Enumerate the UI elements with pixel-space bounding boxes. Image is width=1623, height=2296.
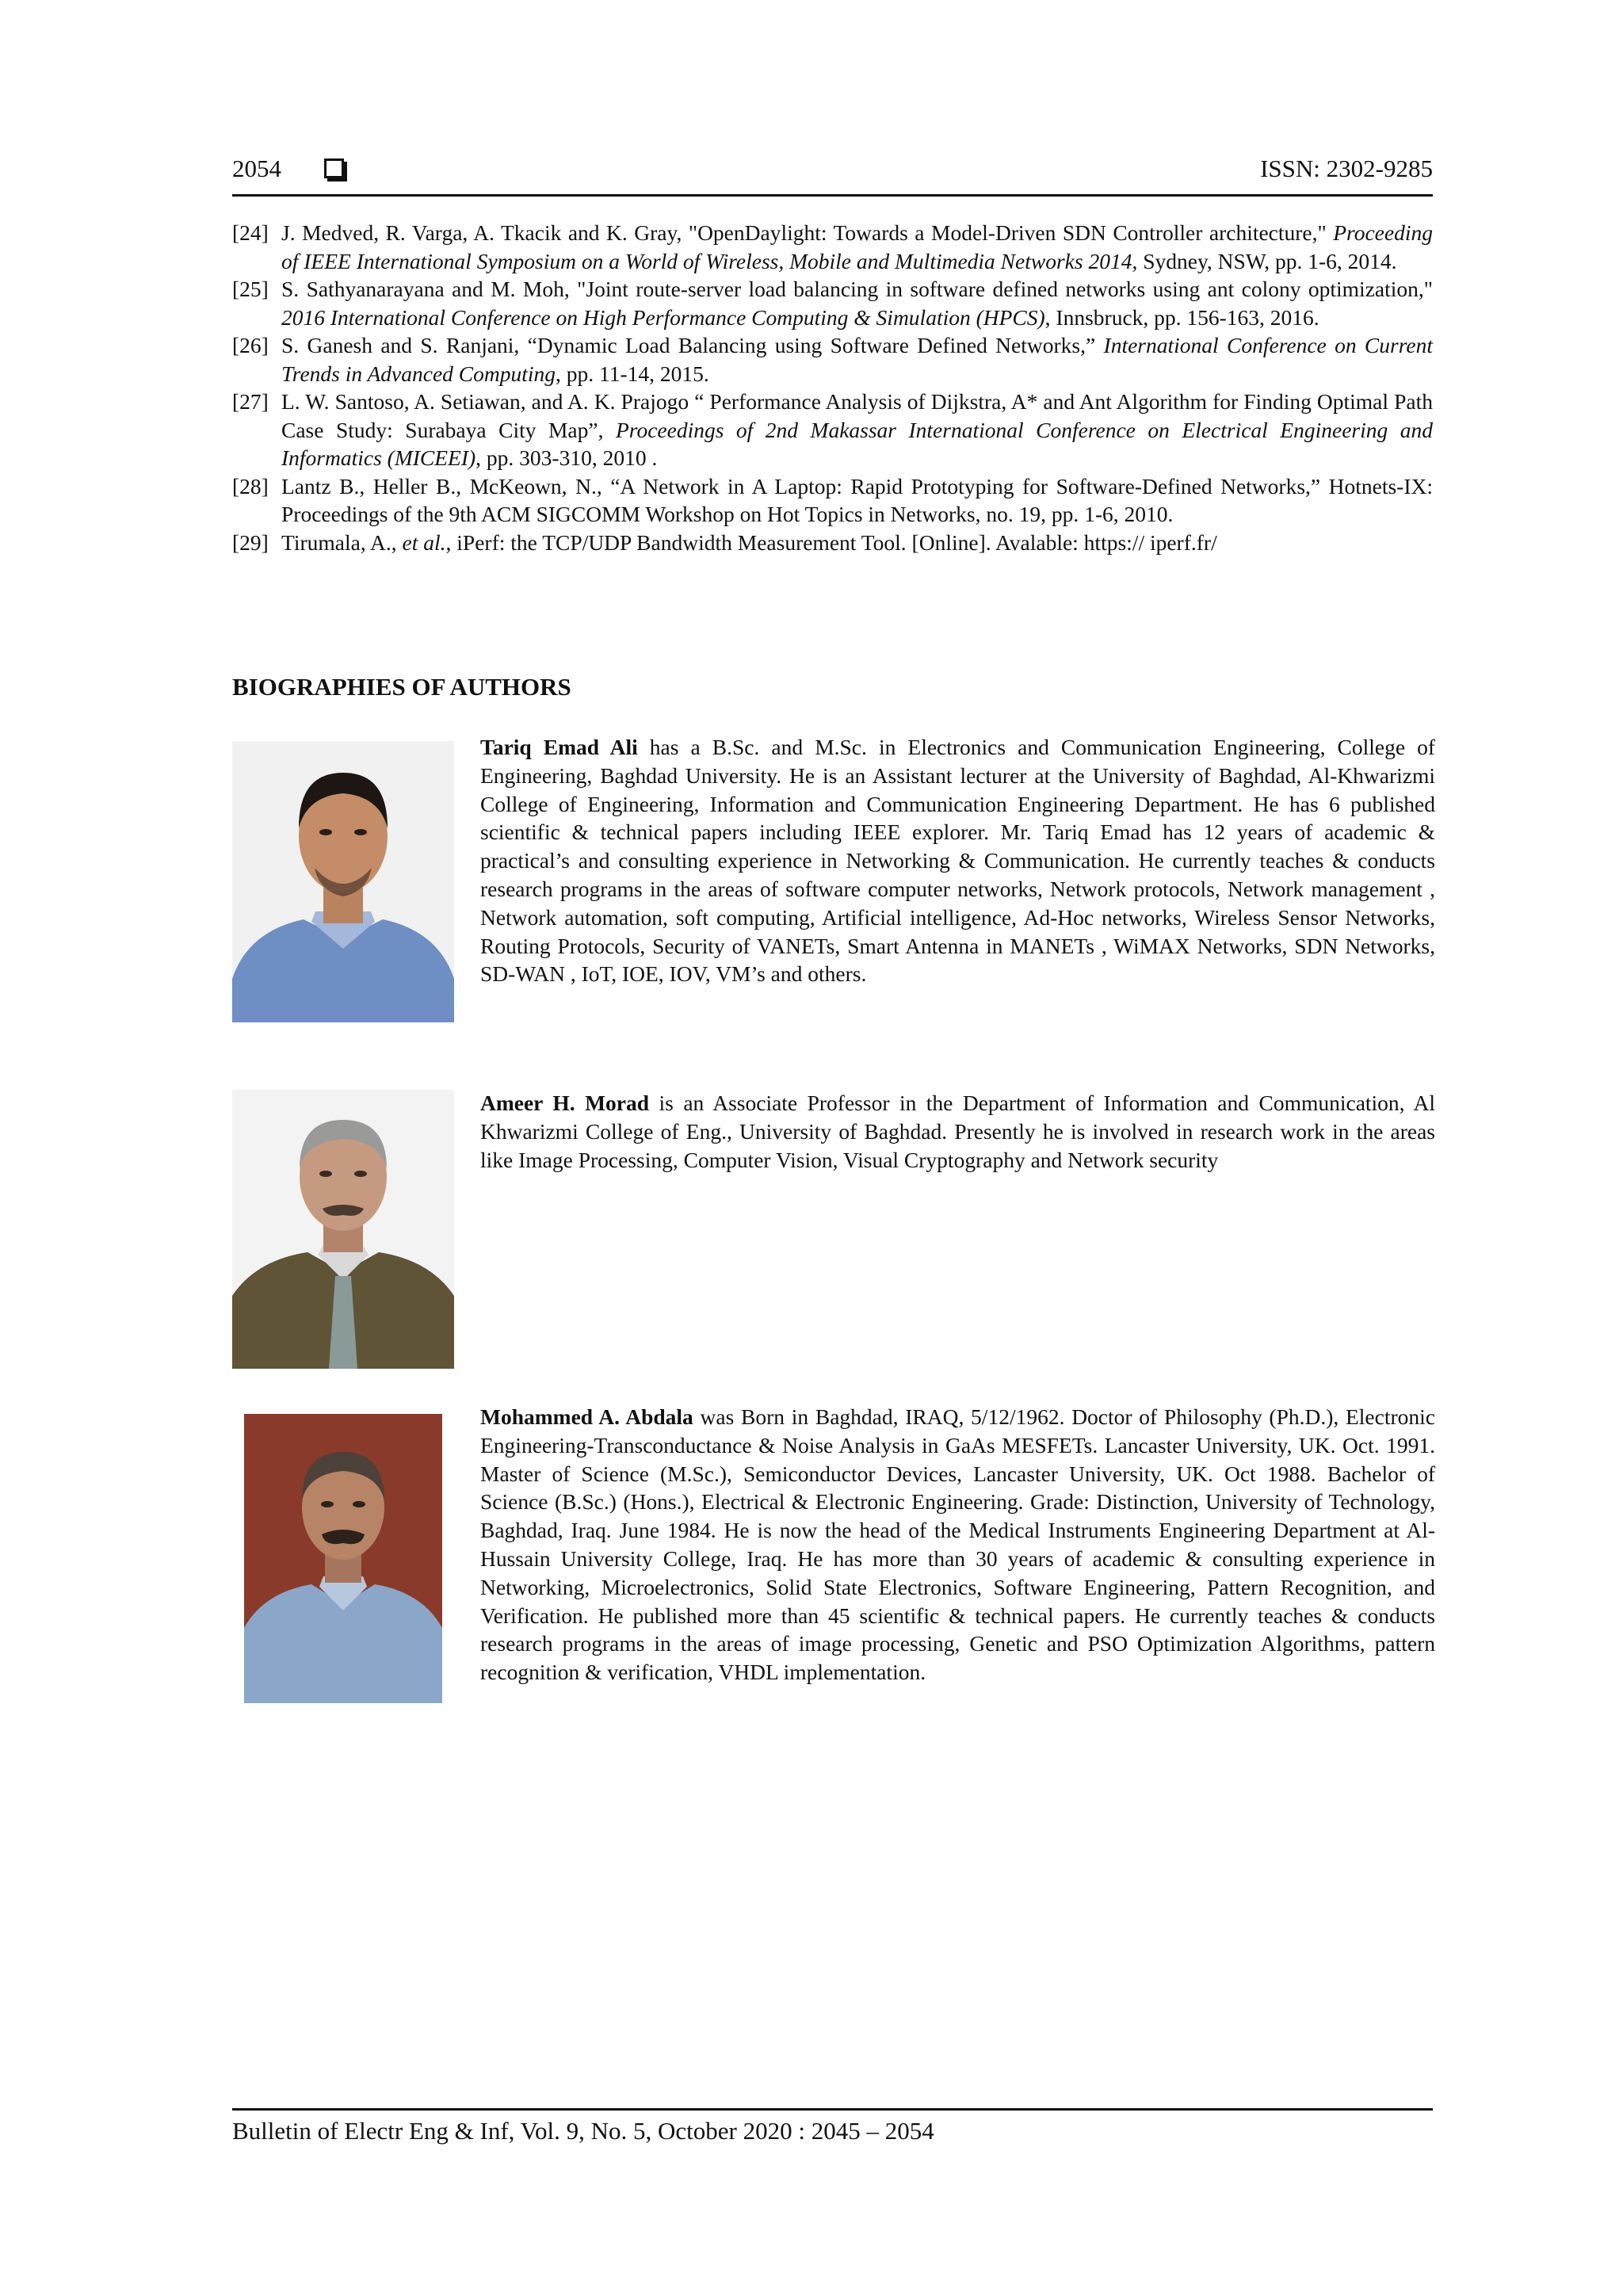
reference-item xyxy=(232,219,1433,275)
reference-number: [25] xyxy=(232,277,269,301)
reference-details: , pp. 11-14, 2015. xyxy=(556,361,709,386)
reference-item xyxy=(232,472,1433,529)
reference-venue: et al. xyxy=(402,529,446,555)
reference-venue: 2016 International Conference on High Performance Computing & Simulation (HPCS) xyxy=(281,304,1045,330)
author-bio-text: is an Associate Professor in the Department of Information and Communication, Al Khwarizmi College of Eng., University of Baghdad. Presently he is involved in research work in the areas like Image Processing, Computer Vision, Visual Cryptography and Network security xyxy=(480,1091,1436,1172)
reference-number: [28] xyxy=(232,473,269,499)
reference-details: , Sydney, NSW, pp. 1-6, 2014. xyxy=(1132,248,1397,273)
reference-item xyxy=(232,275,1433,331)
journal-citation: Bulletin of Electr Eng & Inf, Vol. 9, No. 5, October 2020 : 2045 – 2054 xyxy=(232,2117,934,2145)
section-heading: BIOGRAPHIES OF AUTHORS xyxy=(232,673,571,701)
reference-venue: Proceeding of IEEE International Symposium on a World of Wireless, Mobile and Multimedia Networks 2014 xyxy=(281,220,1433,273)
reference-item xyxy=(232,529,1433,557)
reference-text: S. Ganesh and S. Ranjani, “Dynamic Load Balancing using Software Defined Networks,” xyxy=(281,333,1104,357)
author-photo xyxy=(232,741,454,1022)
reference-text: S. Sathyanarayana and M. Moh, "Joint route-server load balancing in software defined networks using ant colony optimization," xyxy=(281,277,1433,301)
author-name: Mohammed A. Abdala xyxy=(480,1404,693,1429)
reference-text: J. Medved, R. Varga, A. Tkacik and K. Gray, "OpenDaylight: Towards a Model-Driven SDN Controller architecture," xyxy=(281,220,1334,245)
reference-details: , iPerf: the TCP/UDP Bandwidth Measurement Tool. [Online]. Avalable: https:// iperf.fr/ xyxy=(445,529,1217,555)
reference-item xyxy=(232,388,1433,472)
reference-details: , pp. 303-310, 2010 . xyxy=(475,445,658,470)
reference-text: L. W. Santoso, A. Setiawan, and A. K. Prajogo “ Performance Analysis of Dijkstra, A* and Ant Algorithm for Finding Optimal Path Case Study: Surabaya City Map”, xyxy=(281,389,1433,442)
reference-venue: Proceedings of 2nd Makassar International Conference on Electrical Engineering and Informatics (MICEEI) xyxy=(281,417,1433,470)
author-bio-text: has a B.Sc. and M.Sc. in Electronics and Communication Engineering, College of Engineering, Baghdad University. He is an Assistant lecturer at the University of Baghdad, Al-Khwarizmi College of Engineering, Information and Communication Engineering Department. He has 6 published scientific & technical papers including IEEE explorer. Mr. Tariq Emad has 12 years of academic & practical’s and consulting experience in Networking & Communication. He currently teaches & conducts research programs in the areas of software computer networks, Network protocols, Network management , Network automation, soft computing, Artificial intelligence, Ad-Hoc networks, Wireless Sensor Networks, Routing Protocols, Security of VANETs, Smart Antenna in MANETs , WiMAX Networks, SDN Networks, SD-WAN , IoT, IOE, IOV, VM’s and others. xyxy=(480,735,1435,987)
reference-number: [27] xyxy=(232,389,269,414)
author-photo xyxy=(232,1090,454,1369)
author-name: Tariq Emad Ali xyxy=(480,735,638,759)
square-icon xyxy=(324,159,344,178)
reference-details: , Innsbruck, pp. 156-163, 2016. xyxy=(1044,304,1319,330)
reference-venue: International Conference on Current Trends in Advanced Computing xyxy=(281,333,1434,386)
author-bio xyxy=(480,1089,1435,1174)
page-header xyxy=(232,153,1433,197)
reference-item xyxy=(232,331,1433,388)
page-number: 2054 xyxy=(232,155,281,182)
author-name: Ameer H. Morad xyxy=(480,1091,650,1115)
author-bio-text: was Born in Baghdad, IRAQ, 5/12/1962. Doctor of Philosophy (Ph.D.), Electronic Engineering-Transconductance & Noise Analysis in GaAs MESFETs. Lancaster University, UK. Oct. 1991. Master of Science (M.Sc.), Semiconductor Devices, Lancaster University, UK. Oct 1988. Bachelor of Science (B.Sc.) (Hons.), Electrical & Electronic Engineering. Grade: Distinction, University of Technology, Baghdad, Iraq. June 1984. He is now the head of the Medical Instruments Engineering Department at Al-Hussain University College, Iraq. He has more than 30 years of academic & consulting experience in Networking, Microelectronics, Solid State Electronics, Software Engineering, Pattern Recognition, and Verification. He published more than 45 scientific & technical papers. He currently teaches & conducts research programs in the areas of image processing, Genetic and PSO Optimization Algorithms, pattern recognition & verification, VHDL implementation. xyxy=(480,1404,1435,1685)
issn: ISSN: 2302-9285 xyxy=(1260,155,1433,182)
author-bio xyxy=(480,733,1435,988)
reference-number: [29] xyxy=(232,529,269,555)
reference-number: [26] xyxy=(232,333,269,357)
author-photo xyxy=(244,1414,442,1703)
author-bio xyxy=(480,1403,1435,1687)
reference-text: Lantz B., Heller B., McKeown, N., “A Network in A Laptop: Rapid Prototyping for Software-Defined Networks,” Hotnets-IX: Proceedings of the 9th ACM SIGCOMM Workshop on Hot Topics in Networks, no. 19, pp. 1-6, 2010. xyxy=(281,473,1433,526)
reference-list xyxy=(232,219,1433,556)
reference-number: [24] xyxy=(232,220,269,245)
page-footer xyxy=(232,2108,1433,2147)
reference-text: Tirumala, A., xyxy=(281,529,403,555)
